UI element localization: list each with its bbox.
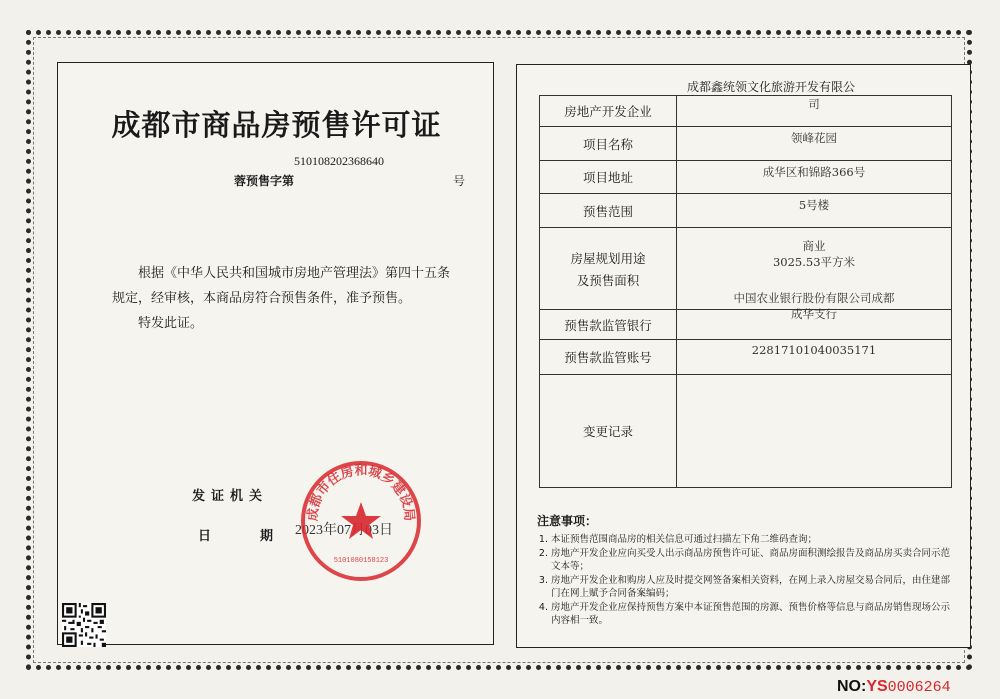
- issuer-label: 发证机关: [192, 489, 269, 504]
- row-label-change-record: 变更记录: [540, 375, 677, 488]
- row-label-project-address: 项目地址: [540, 161, 677, 194]
- notice-item: 1. 本证预售范围商品房的相关信息可通过扫描左下角二维码查询；: [551, 533, 957, 546]
- usage-label-line-1: 房屋规划用途: [570, 250, 646, 266]
- notice-heading: 注意事项：: [537, 514, 598, 528]
- developer-value-line-1: 成都鑫统领文化旅游开发有限公: [687, 80, 856, 94]
- row-label-supervision-account: 预售款监管账号: [540, 340, 677, 375]
- permit-number: 510108202368640: [294, 154, 384, 168]
- change-record-value: [677, 375, 952, 488]
- serial-letters: YS: [866, 678, 888, 695]
- notice-list: [537, 533, 957, 627]
- table-row: [540, 127, 952, 161]
- table-row: [540, 310, 952, 340]
- table-row: [540, 161, 952, 194]
- supervision-account-value: 22817101040035171: [677, 340, 952, 375]
- certificate-title: 成都市商品房预售许可证: [111, 108, 442, 142]
- presale-scope-value: 5号楼: [677, 194, 952, 228]
- official-seal-icon: [298, 458, 424, 584]
- seal-text: 成都市住房和城乡建设局: [305, 463, 417, 522]
- date-label-1: 日: [198, 529, 212, 544]
- serial-number: [837, 678, 951, 696]
- certificate-left-page: [57, 62, 494, 645]
- usage-value: 商业: [802, 239, 826, 253]
- permit-prefix: 蓉预售字第: [234, 174, 295, 188]
- seal-number: 5101080158123: [333, 557, 389, 565]
- row-label-supervision-bank: 预售款监管银行: [540, 310, 677, 340]
- row-label-presale-scope: 预售范围: [540, 194, 677, 228]
- notice-item: 2. 房地产开发企业应向买受人出示商品房预售许可证、商品房面积测绘报告及商品房买卖合同示范文本等；: [551, 547, 957, 573]
- certificate-body: [112, 261, 484, 336]
- notice-section: [537, 515, 957, 628]
- qr-code-icon[interactable]: [62, 603, 106, 647]
- table-row: [540, 96, 952, 127]
- body-line-1: 根据《中华人民共和国城市房地产管理法》第四十五条: [138, 266, 451, 281]
- table-row: [540, 194, 952, 228]
- table-row: [540, 375, 952, 488]
- table-row: [540, 340, 952, 375]
- issue-date: 2023年07月03日: [295, 523, 393, 538]
- project-name-value: 领峰花园: [677, 127, 952, 161]
- serial-prefix: NO:: [837, 678, 867, 695]
- notice-item: 4. 房地产开发企业应保持预售方案中本证预售范围的房源、预售价格等信息与商品房销售现场公示内容相一致。: [551, 601, 957, 627]
- developer-value-line-2: 司: [677, 96, 952, 127]
- supervision-bank-value: [677, 291, 952, 340]
- project-address-value: 成华区和锦路366号: [677, 161, 952, 194]
- serial-digits: 0006264: [887, 679, 951, 696]
- certificate-right-page: [516, 64, 971, 648]
- area-value: 3025.53平方米: [772, 255, 856, 269]
- body-line-2: 规定，经审核，本商品房符合预售条件，准予预售。: [112, 291, 412, 306]
- row-label-project-name: 项目名称: [540, 127, 677, 161]
- permit-suffix: 号: [453, 174, 466, 188]
- usage-label-line-2: 及预售面积: [576, 272, 640, 288]
- notice-item: 3. 房地产开发企业和购房人应及时提交网签备案相关资料，在网上录入房屋交易合同后，由住建部门在网上赋予合同备案编码；: [551, 574, 957, 600]
- row-label-usage-area: [540, 228, 677, 310]
- bank-value-line-2: 成华支行: [791, 307, 837, 321]
- date-label-2: 期: [260, 529, 274, 544]
- row-label-developer: 房地产开发企业: [540, 96, 677, 127]
- body-line-3: 特发此证。: [138, 316, 204, 331]
- bank-value-line-1: 中国农业银行股份有限公司成都: [733, 291, 895, 305]
- project-info-table: [539, 95, 952, 488]
